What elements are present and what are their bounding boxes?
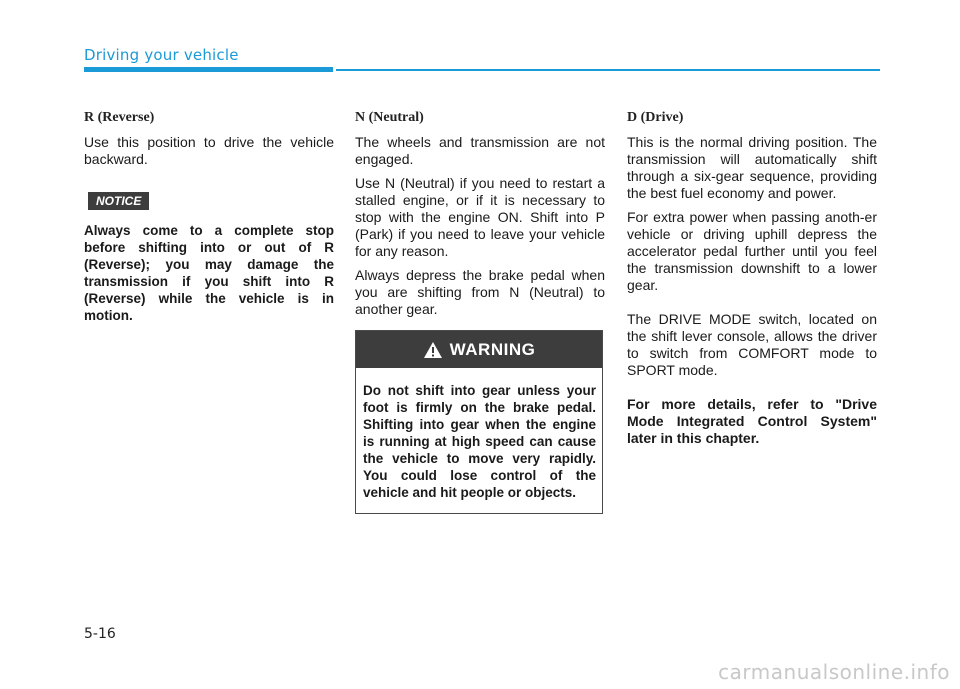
notice-badge: NOTICE xyxy=(88,192,149,210)
header-rule-thin xyxy=(336,69,880,71)
drive-paragraph: The DRIVE MODE switch, located on the shift lever console, allows the driver to switch from COMFORT mode to SPORT mode. xyxy=(627,311,877,378)
drive-paragraph: This is the normal driving position. The transmission will automatically shift through a six-gear sequence, providing the best fuel economy and power. xyxy=(627,134,877,201)
reverse-text: Use this position to drive the vehicle backward. xyxy=(84,134,334,167)
header-rule-thick xyxy=(84,67,333,72)
page-number: 5-16 xyxy=(84,626,116,642)
warning-header xyxy=(356,331,602,368)
watermark: carmanualsonline.info xyxy=(718,660,950,684)
section-title: Driving your vehicle xyxy=(84,46,239,64)
neutral-paragraph: Use N (Neutral) if you need to restart a stalled engine, or if it is necessary to stop with the engine ON. Shift into P (Park) if you need to leave your vehicle for any reason. xyxy=(355,175,605,259)
neutral-paragraph: Always depress the brake pedal when you are shifting from N (Neutral) to another gear. xyxy=(355,267,605,317)
warning-box xyxy=(355,330,603,514)
warning-triangle-icon xyxy=(423,341,443,359)
drive-column xyxy=(627,110,877,454)
warning-text: Do not shift into gear unless your foot is firmly on the brake pedal. Shifting into gear when the engine is running at high speed can cause the vehicle to move very rapidly. You could lose control of the vehicle and hit people or objects. xyxy=(363,383,596,500)
reverse-column xyxy=(84,110,334,324)
warning-label: WARNING xyxy=(449,339,536,359)
neutral-paragraph: The wheels and transmission are not engaged. xyxy=(355,134,605,167)
neutral-heading: N (Neutral) xyxy=(355,110,424,125)
drive-bold-note: For more details, refer to "Drive Mode Integrated Control System" later in this chapter. xyxy=(627,396,877,446)
drive-heading: D (Drive) xyxy=(627,110,684,125)
drive-paragraph: For extra power when passing anoth-er vehicle or driving uphill depress the accelerator pedal further until you feel the transmission downshift to a lower gear. xyxy=(627,209,877,293)
neutral-column xyxy=(355,110,605,514)
notice-text: Always come to a complete stop before shifting into or out of R (Reverse); you may damage the transmission if you shift into R (Reverse) while the vehicle is in motion. xyxy=(84,223,334,323)
reverse-heading: R (Reverse) xyxy=(84,110,155,125)
